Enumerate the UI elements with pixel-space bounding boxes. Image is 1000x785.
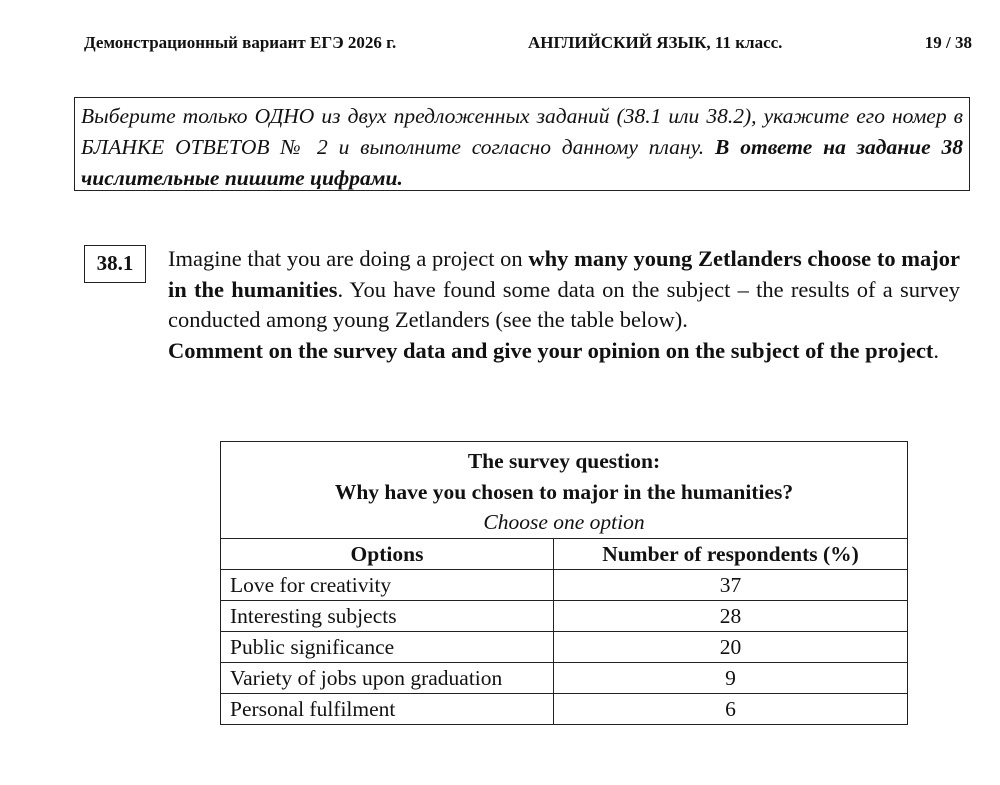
table-row xyxy=(221,693,908,724)
option-cell: Interesting subjects xyxy=(221,600,554,631)
table-row xyxy=(221,569,908,600)
table-row xyxy=(221,662,908,693)
table-row xyxy=(221,631,908,662)
column-header-options: Options xyxy=(221,538,554,569)
instruction-box xyxy=(74,97,970,191)
survey-question: Why have you chosen to major in the humanities? xyxy=(334,479,794,504)
value-cell: 37 xyxy=(554,569,908,600)
task-paragraph-2 xyxy=(168,336,960,367)
task-instruction-end: . xyxy=(933,337,940,363)
subject-title: АНГЛИЙСКИЙ ЯЗЫК, 11 класс. xyxy=(528,33,783,52)
value-cell: 9 xyxy=(554,662,908,693)
task-text-part-2: . You have found some data on the subject – the results of a survey conducted among young Zetlanders (see the table below). xyxy=(168,276,961,332)
task-number: 38.1 xyxy=(84,245,146,283)
task-topic: why many young Zetlanders choose to major in the humanities xyxy=(168,246,960,302)
survey-question-label: The survey question: xyxy=(467,449,661,473)
option-cell: Love for creativity xyxy=(221,569,554,600)
value-cell: 28 xyxy=(554,600,908,631)
task-paragraph-1 xyxy=(168,244,960,336)
instruction-text: Выберите только ОДНО из двух предложенных заданий (38.1 или 38.2), укажите его номер в БЛАНКЕ ОТВЕТОВ № 2 и выполните согласно данному плану. xyxy=(81,104,963,159)
column-header-respondents: Number of respondents (%) xyxy=(554,538,908,569)
page-number: 19 / 38 xyxy=(924,33,972,52)
survey-table xyxy=(220,441,908,725)
value-cell: 6 xyxy=(554,693,908,724)
table-row xyxy=(221,600,908,631)
task-text xyxy=(168,244,960,366)
task-instruction: Comment on the survey data and give your opinion on the subject of the project xyxy=(168,337,934,363)
task-text-part-1: Imagine that you are doing a project on xyxy=(168,246,529,271)
exam-title: Демонстрационный вариант ЕГЭ 2026 г. xyxy=(84,33,397,52)
value-cell: 20 xyxy=(554,631,908,662)
survey-question-cell xyxy=(221,442,908,539)
survey-question-row xyxy=(221,442,908,539)
instruction-bold-text: В ответе на задание 38 числительные пишите цифрами. xyxy=(81,135,964,190)
option-cell: Public significance xyxy=(221,631,554,662)
survey-question-note: Choose one option xyxy=(483,510,645,534)
page-header xyxy=(84,33,972,57)
option-cell: Variety of jobs upon graduation xyxy=(221,662,554,693)
table-header-row xyxy=(221,538,908,569)
option-cell: Personal fulfilment xyxy=(221,693,554,724)
